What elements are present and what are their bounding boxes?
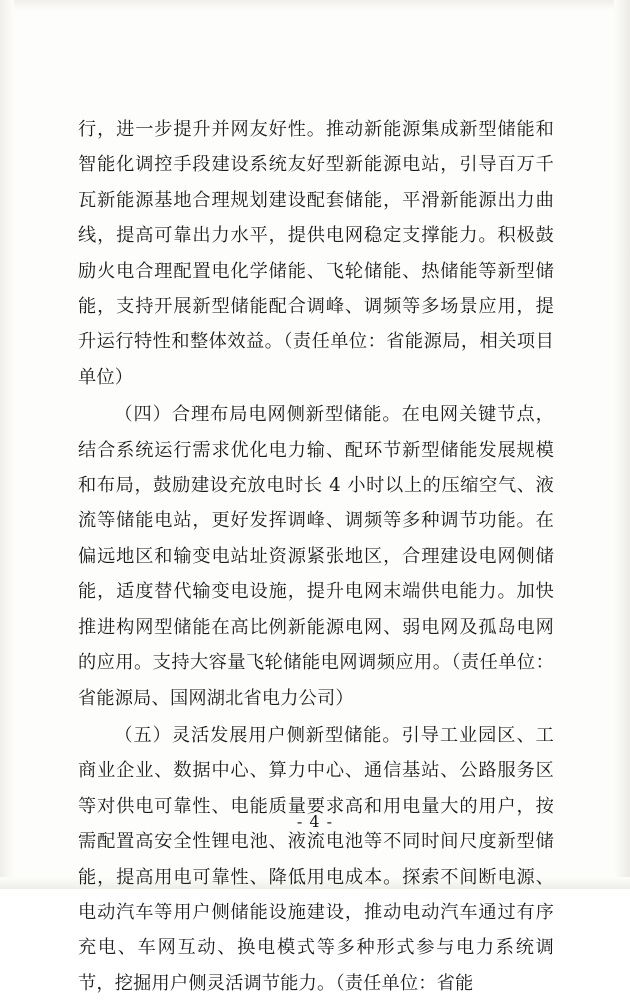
page-text-body	[78, 112, 554, 1003]
page-number: - 4 -	[296, 812, 334, 831]
paragraph-item-four: （四）合理布局电网侧新型储能。在电网关键节点，结合系统运行需求优化电力输、配环节新型储能发展规模和布局，鼓励建设充放电时长 4 小时以上的压缩空气、液流等储能电站，更好发挥调峰、调频等多种调节功能。在偏远地区和输变电站址资源紧张地区，合理建设电网侧储能，适度替代输变电设施，提升电网末端供电能力。加快推进构网型储能在高比例新能源电网、弱电网及孤岛电网的应用。支持大容量飞轮储能电网调频应用。（责任单位：省能源局、国网湖北省电力公司）	[78, 404, 554, 709]
paragraph-item-five: （五）灵活发展用户侧新型储能。引导工业园区、工商业企业、数据中心、算力中心、通信基站、公路服务区等对供电可靠性、电能质量要求高和用电量大的用户，按需配置高安全性锂电池、液流电池等不同时间尺度新型储能，提高用电可靠性、降低用电成本。探索不间断电源、电动汽车等用户侧储能设施建设，推动电动汽车通过有序充电、车网互动、换电模式等多种形式参与电力系统调节，挖掘用户侧灵活调节能力。（责任单位：省能	[78, 724, 554, 994]
paragraph-continued: 行，进一步提升并网友好性。推动新能源集成新型储能和智能化调控手段建设系统友好型新能源电站，引导百万千瓦新能源基地合理规划建设配套储能，平滑新能源出力曲线，提高可靠出力水平，提供电网稳定支撑能力。积极鼓励火电合理配置电化学储能、飞轮储能、热储能等新型储能，支持开展新型储能配合调峰、调频等多场景应用，提升运行特性和整体效益。（责任单位：省能源局，相关项目单位）	[78, 119, 554, 388]
page-edge-left	[0, 0, 14, 889]
page-edge-right	[614, 0, 630, 889]
page-edge-top	[0, 0, 630, 10]
